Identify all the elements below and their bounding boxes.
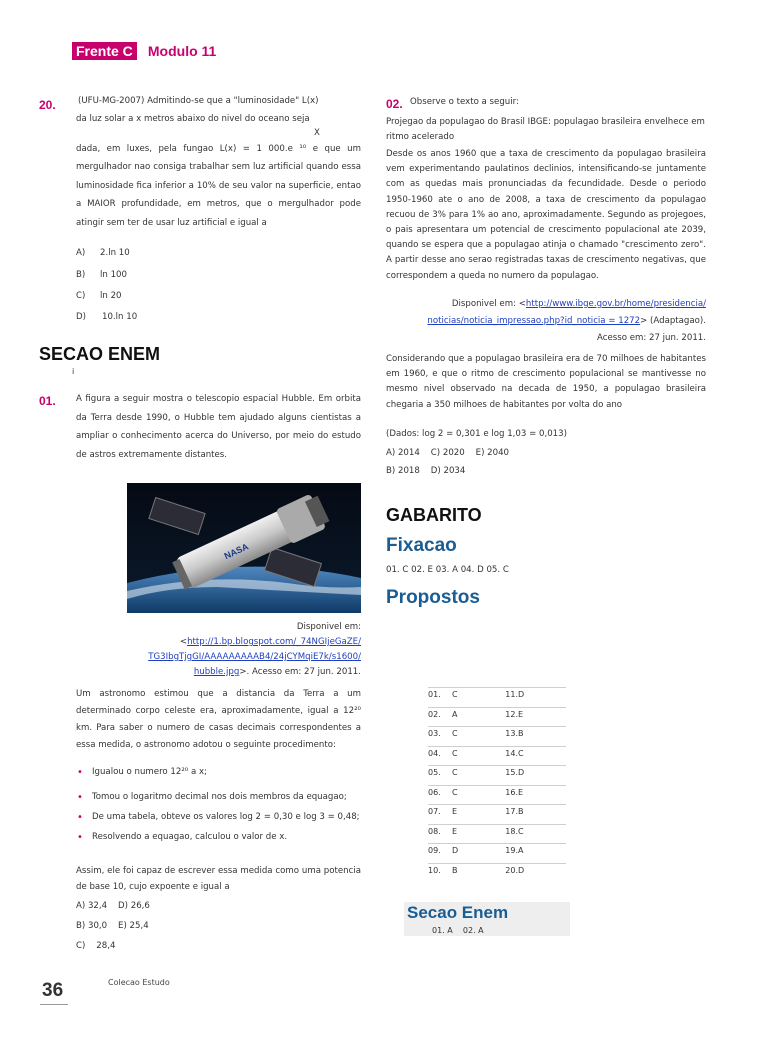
answer-letter: E [452, 805, 498, 825]
q01-options-row1: A) 32,4 D) 26,6 [76, 901, 150, 911]
answer-row [428, 766, 566, 786]
q01-source-link[interactable]: http://1.bp.blogspot.com/_74NGIjeGaZE/ [187, 637, 361, 647]
answer-letter: C [452, 746, 498, 766]
module-label: Modulo 11 [147, 43, 217, 59]
answer-row [428, 727, 566, 747]
q20-option-a[interactable]: A) 2.ln 10 [76, 248, 130, 258]
step-item: • Tomou o logaritmo decimal nos dois membros da equagao; [77, 792, 347, 803]
q02-data: (Dados: log 2 = 0,301 e log 1,03 = 0,013) [386, 429, 567, 439]
q02-options-row2: B) 2018 D) 2034 [386, 466, 466, 476]
secao-enem-answers-box [404, 902, 570, 936]
answer-letter: B [452, 863, 498, 883]
answer-letter: C [518, 746, 566, 766]
q02-source: Disponivel em: <http://www.ibge.gov.br/home/presidencia/ noticias/noticia_impressao.php?id_noticia = 1272> (Adaptagao). Acesso em: 27 jun. 2011. [427, 299, 706, 343]
answer-number: 01. [428, 688, 452, 708]
answer-number: 07. [428, 805, 452, 825]
q02-headline: Projegao da populagao do Brasil IBGE: populagao brasileira envelhece em ritmo acelerado [386, 117, 705, 142]
collection-label: Colecao Estudo [108, 978, 170, 987]
answer-row [428, 707, 566, 727]
propostos-title: Propostos [386, 587, 480, 608]
q02-question: Considerando que a populagao brasileira era de 70 milhoes de habitantes em 1960, e que o ritmo de crescimento populacional se mantivesse no mesmo nivel observado na decada de 1950, a populagao brasileira chegaria a 350 milhoes de habitantes por volta do ano [386, 354, 706, 410]
q02-text: Desde os anos 1960 que a taxa de crescimento da populagao brasileira vem experimentando paulatinos declinios, intensificando-se juntamente com as quedas mais pronunciadas da fecundidade. Desde o periodo 1950-1960 ate o ano de 2008, a taxa de crescimento da populagao recuou de 3% para 1% ao ano, aproximadamente. Segundo as projegoes, o pais apresentara um potencial de crescimento populacional ate 2039, quando se espera que a populagao atinja o chamado "crescimento zero". A partir desse ano serao registradas taxas de crescimento negativas, que correspondem a queda no numero da populagao. [386, 149, 706, 281]
answer-number: 08. [428, 824, 452, 844]
q20-number: 20. [39, 98, 56, 112]
q20-body: dada, em luxes, pela fungao L(x) = 1 000.e ¹⁰ e que um mergulhador nao consiga trabalhar sem luz artificial quando essa luminosidade fica inferior a 10% de seu valor na superficie, entao a MAIOR profundidade, em metros, que o mergulhador pode atingir sem ter de usar luz artificial e igual a [76, 144, 361, 228]
answer-letter: E [518, 707, 566, 727]
answer-row [428, 863, 566, 883]
secao-enem-answers-title: Secao Enem [407, 903, 509, 922]
answer-number: 12. [498, 707, 518, 727]
answer-number: 19. [498, 844, 518, 864]
q02-options-row1: A) 2014 C) 2020 E) 2040 [386, 448, 510, 458]
answer-number: 15. [498, 766, 518, 786]
q20-option-b[interactable]: B) ln 100 [76, 270, 127, 280]
q02-source-link-2[interactable]: noticias/noticia_impressao.php?id_noticia = 1272 [427, 316, 641, 326]
secao-enem-title: SECAO ENEM [39, 344, 161, 364]
step-item: • De uma tabela, obteve os valores log 2 = 0,30 e log 3 = 0,48; [77, 812, 360, 823]
q20-line2: da luz solar a x metros abaixo do nivel do oceano seja [76, 114, 310, 124]
answer-letter: D [518, 766, 566, 786]
q20-x-mark: X [314, 128, 320, 138]
secao-enem-mark: i [72, 367, 75, 376]
answer-letter: D [518, 688, 566, 708]
q01-source: Disponivel em: <http://1.bp.blogspot.com/_74NGIjeGaZE/ TG3IbgTjgGI/AAAAAAAAAB4/24jCYMqiE7k/s1600/ hubble.jpg>. Acesso em: 27 jun. 2011. [148, 622, 361, 677]
answer-number: 20. [498, 863, 518, 883]
answer-number: 17. [498, 805, 518, 825]
answer-letter: C [452, 688, 498, 708]
answer-letter: D [452, 844, 498, 864]
answer-letter: C [452, 727, 498, 747]
answer-letter: A [452, 707, 498, 727]
step-item: • Resolvendo a equagao, calculou o valor de x. [77, 832, 288, 843]
nasa-label: NASA [222, 541, 250, 562]
q01-para2: Um astronomo estimou que a distancia da Terra a um determinado corpo celeste era, aproximadamente, igual a 12²⁰ km. Para saber o numero de casas decimais correspondentes a essa medida, o astronomo adotou o seguinte procedimento: [76, 689, 361, 750]
answer-number: 09. [428, 844, 452, 864]
propostos-table [428, 687, 566, 883]
answer-letter: B [518, 727, 566, 747]
q01-options-row2: B) 30,0 E) 25,4 [76, 921, 149, 931]
footer-rule [40, 1004, 68, 1005]
answer-letter: A [518, 844, 566, 864]
answer-number: 05. [428, 766, 452, 786]
q20-intro: (UFU-MG-2007) Admitindo-se que a "luminosidade" L(x) [78, 96, 319, 106]
secao-enem-answers: 01. A 02. A [432, 926, 484, 935]
q02-source-link[interactable]: http://www.ibge.gov.br/home/presidencia/ [525, 299, 706, 309]
q01-options-row3: C) 28,4 [76, 941, 116, 951]
q02-intro: Observe o texto a seguir: [410, 97, 519, 107]
answer-letter: B [518, 805, 566, 825]
answer-number: 06. [428, 785, 452, 805]
answer-number: 03. [428, 727, 452, 747]
answer-number: 11. [498, 688, 518, 708]
step-item: • Igualou o numero 12²⁰ a x; [77, 767, 207, 778]
answer-row [428, 746, 566, 766]
hubble-image [127, 483, 361, 613]
q01-text: A figura a seguir mostra o telescopio espacial Hubble. Em orbita da Terra desde 1990, o Hubble tem ajudado alguns cientistas a ampliar o conhecimento acerca do Universo, por meio do estudo de astros extremamente distantes. [76, 394, 361, 460]
answer-number: 13. [498, 727, 518, 747]
answer-number: 10. [428, 863, 452, 883]
frente-tag: Frente C [72, 42, 137, 60]
q01-number: 01. [39, 394, 56, 408]
fixacao-title: Fixacao [386, 535, 457, 556]
q02-number: 02. [386, 97, 403, 111]
gabarito-title: GABARITO [386, 505, 482, 525]
answer-row [428, 785, 566, 805]
q01-question: Assim, ele foi capaz de escrever essa medida como uma potencia de base 10, cujo expoente e igual a [76, 866, 361, 892]
q01-source-link-2[interactable]: TG3IbgTjgGI/AAAAAAAAAB4/24jCYMqiE7k/s1600/ [148, 652, 361, 662]
page-number: 36 [42, 980, 64, 1001]
answer-letter: C [452, 785, 498, 805]
answer-letter: E [518, 785, 566, 805]
q01-steps [76, 765, 361, 847]
answer-letter: C [518, 824, 566, 844]
answer-row [428, 844, 566, 864]
q20-option-c[interactable]: C) ln 20 [76, 291, 122, 301]
q20-option-d[interactable]: D) 10.ln 10 [76, 312, 138, 322]
answer-number: 16. [498, 785, 518, 805]
q20-options [76, 248, 137, 333]
answer-row [428, 688, 566, 708]
page-header [72, 41, 216, 60]
fixacao-answers: 01. C 02. E 03. A 04. D 05. C [386, 565, 509, 575]
answer-number: 18. [498, 824, 518, 844]
answer-number: 04. [428, 746, 452, 766]
answer-letter: E [452, 824, 498, 844]
answer-number: 02. [428, 707, 452, 727]
answer-letter: C [452, 766, 498, 786]
answer-row [428, 805, 566, 825]
answer-letter: D [518, 863, 566, 883]
answer-number: 14. [498, 746, 518, 766]
q01-source-link-3[interactable]: hubble.jpg [193, 667, 240, 677]
answer-row [428, 824, 566, 844]
